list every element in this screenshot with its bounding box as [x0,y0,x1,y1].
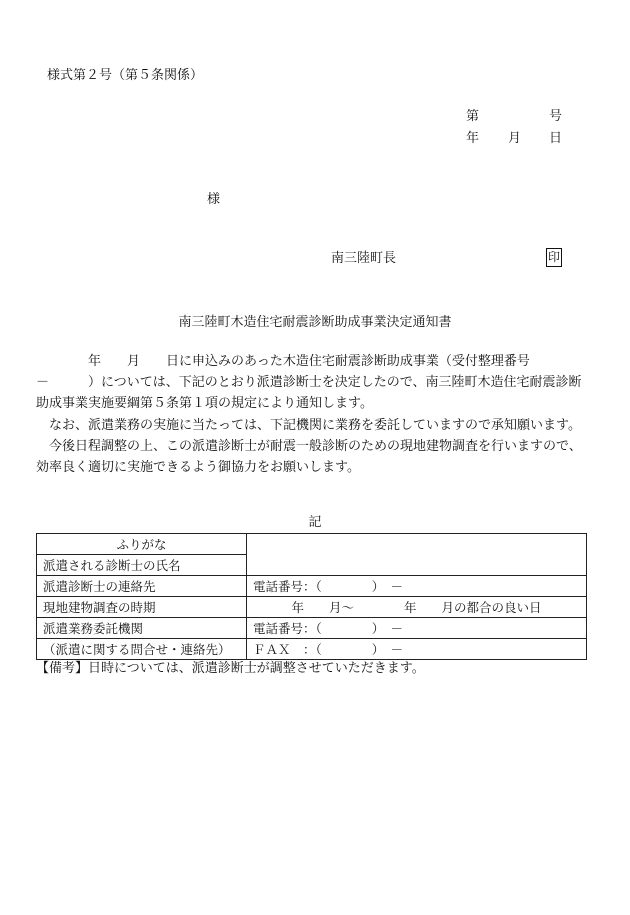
record-label: 記 [308,515,322,530]
body-paragraph-3: 今後日程調整の上、この派遣診断士が耐震一般診断のための現地建物調査を行いますので、効率良く適切に実施できるよう御協力をお願いします。 [36,438,582,476]
table-row [37,576,587,597]
survey-period-label: 現地建物調査の時期 [37,597,247,618]
addressee-honorific: 様 [207,192,221,207]
remarks: 【備考】日時については、派遣診断士が調整させていただきます。 [36,661,425,676]
number-line [466,110,566,132]
form-number: 様式第２号（第５条関係） [47,68,204,83]
survey-period-value: 年 月～ 年 月の都合の良い日 [247,597,587,618]
body-paragraph-2: なお、派遣業務の実施に当たっては、下記機関に業務を委託していますので承知願います。 [36,417,581,433]
number-prefix: 第 [466,109,480,124]
body-paragraph-1: 年 月 日に申込みのあった木造住宅耐震診断助成事業（受付整理番号 － ）については、下記のとおり派遣診断士を決定したので、南三陸町木造住宅耐震診断助成事業実施要綱第５条第１項の規定により通知します。 [36,354,582,412]
table-row [37,639,587,660]
table-row [37,597,587,618]
diagnostician-name-label: 派遣される診断士の氏名 [37,555,247,576]
furigana-label: ふりがな [37,534,247,555]
date-block [466,110,566,154]
agency-fax: ＦＡＸ ：（ ） － [247,639,587,660]
contact-label: 派遣診断士の連絡先 [37,576,247,597]
info-table [36,533,587,660]
date-day: 日 [549,131,563,146]
table-row [37,534,587,555]
contact-phone: 電話番号：（ ） － [247,576,587,597]
table-row [37,618,587,639]
body-text [36,351,592,478]
agency-sub-label: （派遣に関する問合せ・連絡先） [37,639,247,660]
seal-stamp: 印 [546,248,562,267]
date-line [466,132,566,154]
document-title: 南三陸町木造住宅耐震診断助成事業決定通知書 [178,315,452,330]
sender-name: 南三陸町長 [331,251,397,266]
date-year: 年 [466,131,480,146]
date-month: 月 [508,131,522,146]
number-suffix: 号 [549,109,563,124]
diagnostician-name-value [247,534,587,576]
agency-phone: 電話番号：（ ） － [247,618,587,639]
agency-label: 派遣業務委託機関 [37,618,247,639]
